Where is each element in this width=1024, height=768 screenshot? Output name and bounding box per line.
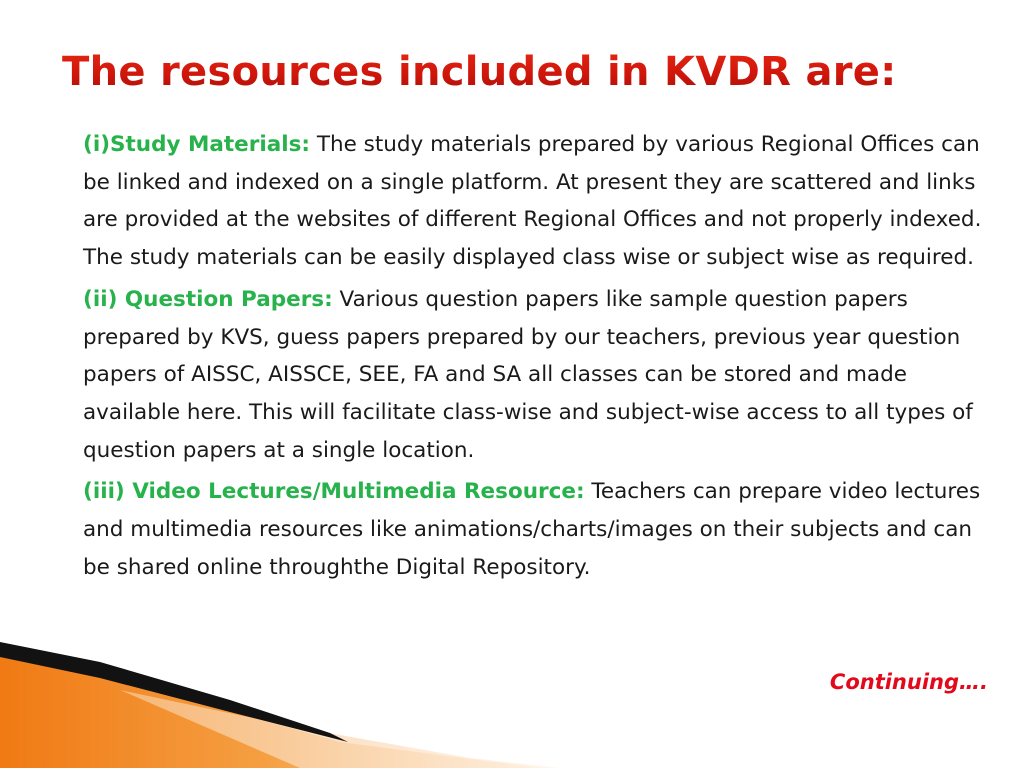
text-question-papers: Various question papers like sample question papers prepared by KVS, guess papers prepared by our teachers, previous year question papers of AISSC, AISSCE, SEE, FA and SA all classes can be stored and made available here. This will facilitate class-wise and subject-wise access to all types of question papers at a single location.: [83, 286, 973, 463]
paragraph-question-papers: [83, 281, 988, 470]
continuing-label: Continuing….: [829, 670, 988, 694]
paragraph-study-materials: [83, 126, 988, 277]
heading-study-materials: (i)Study Materials:: [83, 132, 310, 157]
heading-video-lectures: (iii) Video Lectures/Multimedia Resource:: [83, 479, 585, 505]
content-body: [83, 126, 988, 590]
slide-title: The resources included in KVDR are:: [62, 44, 1002, 100]
text-video-lectures: Teachers can prepare video lectures and multimedia resources like animations/charts/images on their subjects and can be shared online throughthe Digital Repository.: [83, 479, 981, 580]
text-study-materials: The study materials prepared by various Regional Offices can be linked and indexed on a single platform. At present they are scattered and links are provided at the websites of different Regional Offices and not properly indexed. The study materials can be easily displayed class wise or subject wise as required.: [83, 132, 982, 271]
heading-question-papers: (ii) Question Papers:: [83, 286, 333, 312]
paragraph-video-lectures: [83, 473, 988, 586]
